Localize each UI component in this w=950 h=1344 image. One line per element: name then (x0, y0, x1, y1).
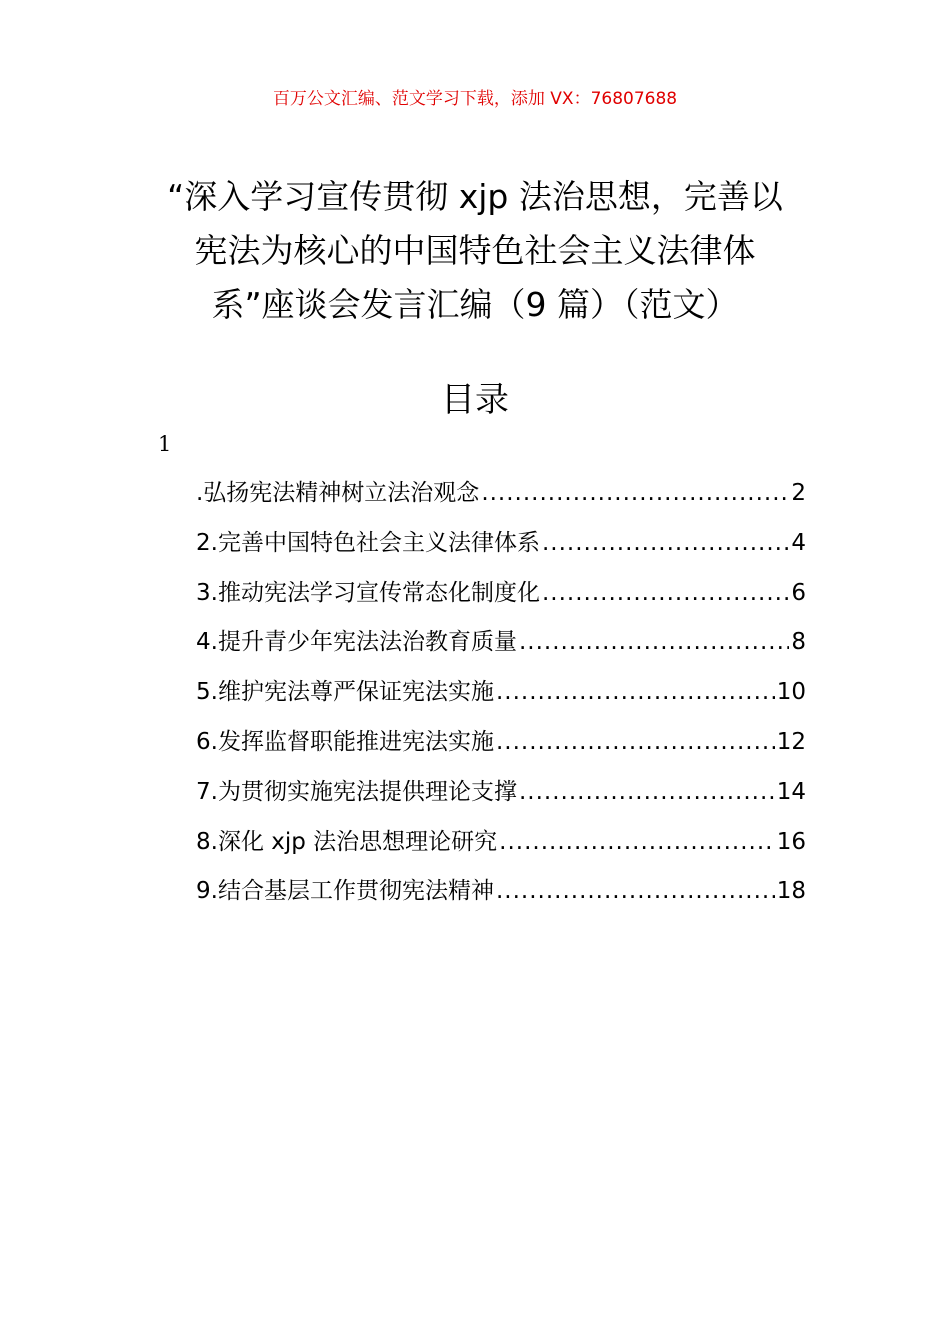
toc-leader-dots (519, 779, 775, 805)
toc-entry-5[interactable] (196, 673, 806, 723)
toc-entry-3[interactable] (196, 574, 806, 624)
toc-entry-page: 18 (776, 878, 806, 905)
toc-entry-label: 9.结合基层工作贯彻宪法精神 (196, 878, 494, 905)
toc-leader-dots (542, 580, 789, 606)
toc-leader-dots (542, 530, 789, 556)
toc-entry-page: 14 (776, 778, 806, 805)
title-line-2: 宪法为核心的中国特色社会主义法律体 (194, 231, 756, 270)
title-line-3: 系”座谈会发言汇编（9 篇）（范文） (211, 285, 739, 324)
toc-entry-4[interactable] (196, 623, 806, 673)
toc-entry-page: 10 (776, 679, 806, 706)
toc-entry-label: 7.为贯彻实施宪法提供理论支撑 (196, 778, 517, 805)
toc-leader-dots (519, 629, 789, 655)
toc-entry-page: 12 (776, 728, 806, 755)
toc-entry-page: 16 (776, 828, 806, 855)
toc-entry-label: 4.提升青少年宪法法治教育质量 (196, 629, 517, 656)
toc-entry-label: 2.完善中国特色社会主义法律体系 (196, 529, 540, 556)
toc-entry-8[interactable] (196, 823, 806, 873)
toc-entry-page: 2 (791, 480, 806, 506)
toc-leader-dots (481, 480, 789, 506)
toc-entry-label: 3.推动宪法学习宣传常态化制度化 (196, 579, 540, 606)
toc-entry-1[interactable] (196, 474, 806, 524)
toc-leader-dots (496, 878, 775, 904)
toc-heading: 目录 (441, 380, 509, 420)
toc-entry-label: .弘扬宪法精神树立法治观念 (196, 480, 480, 506)
toc-entry-page: 6 (791, 579, 806, 606)
document-title (130, 170, 820, 332)
toc-entry-label: 5.维护宪法尊严保证宪法实施 (196, 679, 494, 706)
stray-number: 1 (158, 432, 172, 456)
toc-entry-label: 6.发挥监督职能推进宪法实施 (196, 728, 494, 755)
toc-entry-label: 8.深化 xjp 法治思想理论研究 (196, 828, 498, 855)
header-advertisement: 百万公文汇编、范文学习下载，添加 VX：76807688 (272, 89, 678, 109)
toc-entry-6[interactable] (196, 723, 806, 773)
toc-leader-dots (496, 679, 775, 705)
table-of-contents (196, 474, 806, 922)
toc-leader-dots (499, 829, 775, 855)
toc-entry-2[interactable] (196, 524, 806, 574)
toc-entry-7[interactable] (196, 773, 806, 823)
toc-leader-dots (496, 729, 775, 755)
toc-entry-page: 8 (791, 629, 806, 656)
title-line-1: “深入学习宣传贯彻 xjp 法治思想，完善以 (167, 177, 783, 216)
toc-entry-page: 4 (791, 529, 806, 556)
toc-entry-9[interactable] (196, 872, 806, 922)
